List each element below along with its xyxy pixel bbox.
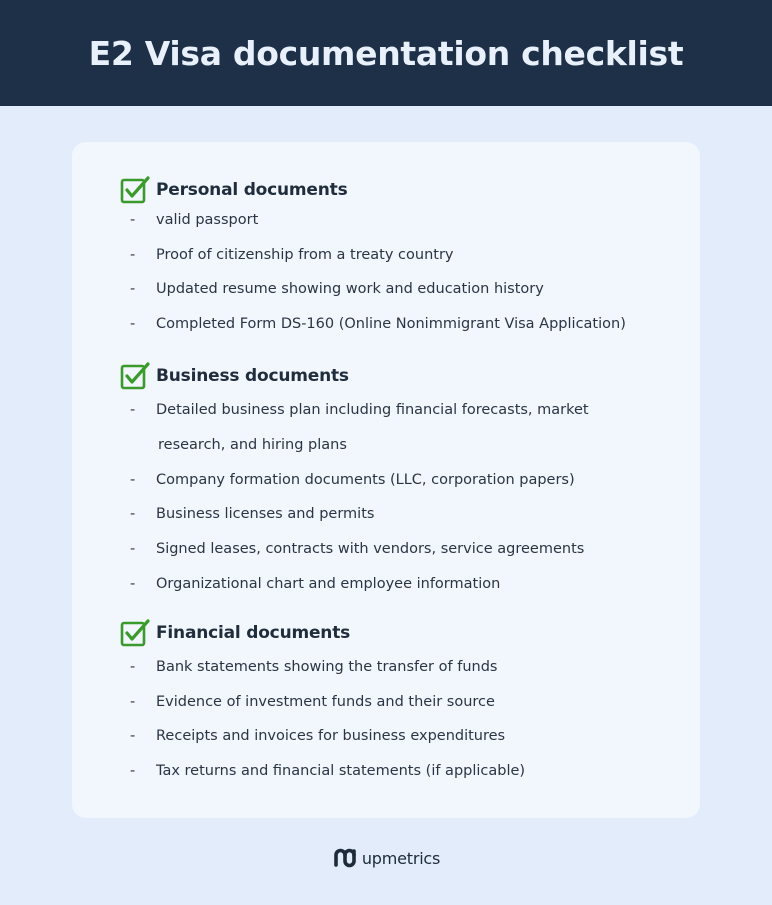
list-item-text: Company formation documents (LLC, corporation papers) <box>156 472 575 488</box>
list-item-text: Proof of citizenship from a treaty country <box>156 247 454 263</box>
section-personal-header <box>120 175 348 205</box>
bullet-dash: - <box>130 694 136 710</box>
list-item-text: valid passport <box>156 212 259 228</box>
list-item-text: Receipts and invoices for business expenditures <box>156 728 506 744</box>
checkbox-checked-icon <box>120 175 150 205</box>
list-item-text: Signed leases, contracts with vendors, service agreements <box>156 541 585 557</box>
bullet-dash: - <box>130 506 136 522</box>
brand-name: upmetrics <box>361 848 441 868</box>
section-business-header <box>120 361 349 391</box>
checklist-card <box>72 142 700 818</box>
bullet-dash: - <box>130 472 136 488</box>
bullet-dash: - <box>130 281 136 297</box>
list-item-text: Updated resume showing work and education history <box>156 281 544 297</box>
footer-brand <box>0 845 772 871</box>
bullet-dash: - <box>130 541 136 557</box>
page-title: E2 Visa documentation checklist <box>88 33 684 73</box>
section-financial-header <box>120 618 350 648</box>
list-item-text: research, and hiring plans <box>158 437 347 453</box>
list-item-text: Evidence of investment funds and their source <box>156 694 495 710</box>
list-item-text: Organizational chart and employee information <box>156 576 501 592</box>
bullet-dash: - <box>130 316 136 332</box>
section-title: Personal documents <box>156 180 348 200</box>
checkbox-checked-icon <box>120 618 150 648</box>
page-header <box>0 0 772 106</box>
list-item-text: Detailed business plan including financial forecasts, market <box>156 402 589 418</box>
bullet-dash: - <box>130 763 136 779</box>
bullet-dash: - <box>130 247 136 263</box>
checkbox-checked-icon <box>120 361 150 391</box>
bullet-dash: - <box>130 576 136 592</box>
list-item-text: Business licenses and permits <box>156 506 375 522</box>
list-item-text: Completed Form DS-160 (Online Nonimmigrant Visa Application) <box>156 316 626 332</box>
bullet-dash: - <box>130 728 136 744</box>
section-title: Financial documents <box>156 623 351 643</box>
bullet-dash: - <box>130 212 136 228</box>
bullet-dash: - <box>130 659 136 675</box>
list-item-text: Bank statements showing the transfer of funds <box>156 659 498 675</box>
section-title: Business documents <box>156 366 349 386</box>
list-item-text: Tax returns and financial statements (if applicable) <box>156 763 526 779</box>
bullet-dash: - <box>130 402 136 418</box>
upmetrics-logo-icon <box>332 845 358 871</box>
